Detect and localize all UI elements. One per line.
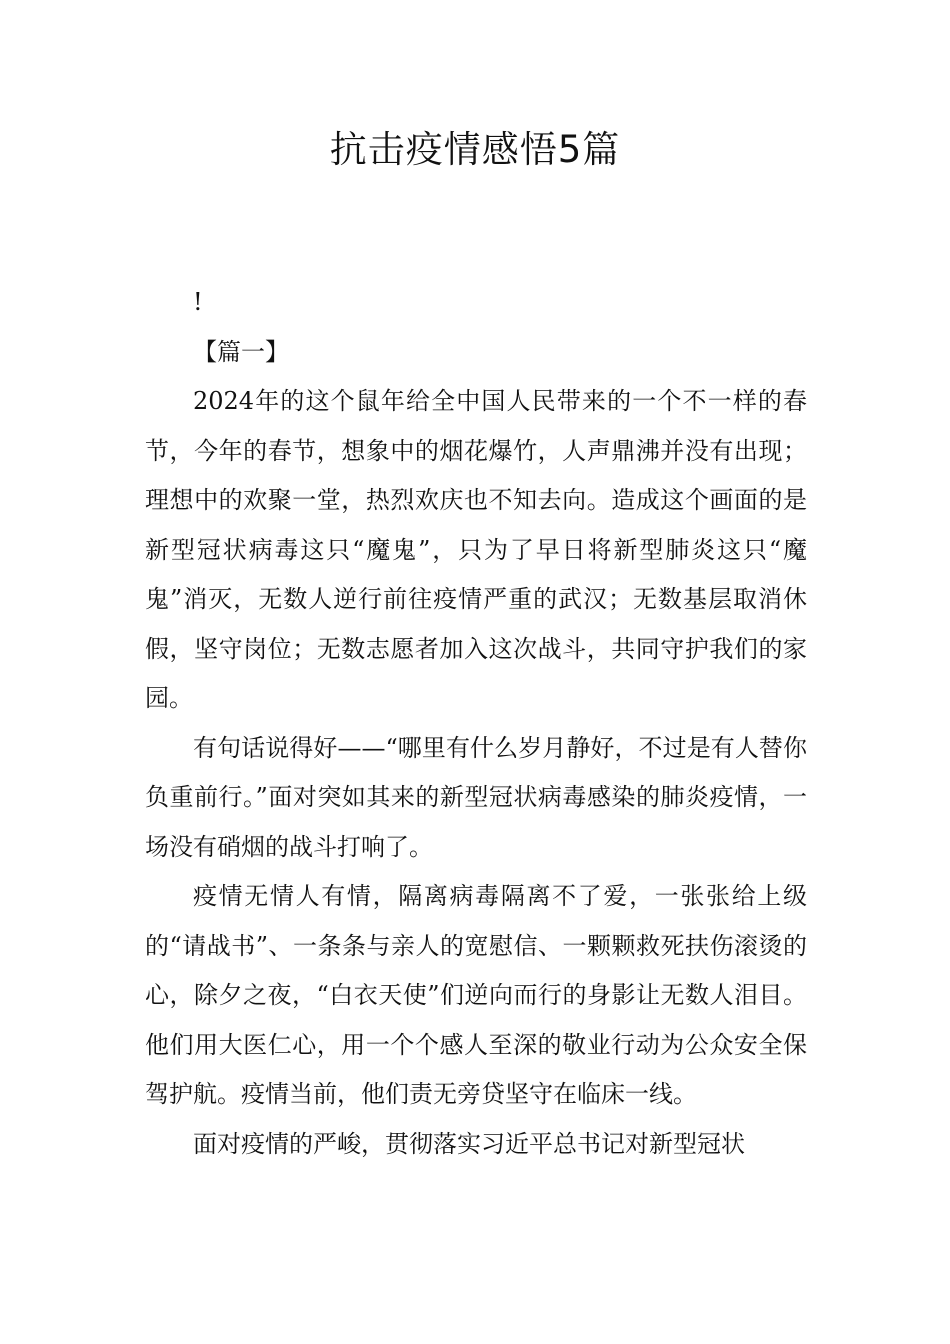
paragraph-2: 有句话说得好——“哪里有什么岁月静好，不过是有人替你负重前行。”面对突如其来的新型冠状病毒感染的肺炎疫情，一场没有硝烟的战斗打响了。 [145, 733, 807, 861]
paragraph-3: 疫情无情人有情，隔离病毒隔离不了爱，一张张给上级的“请战书”、一条条与亲人的宽慰信、一颗颗救死扶伤滚烫的心，除夕之夜，“白衣天使”们逆向而行的身影让无数人泪目。他们用大医仁心，用一个个感人至深的敬业行动为公众安全保驾护航。疫情当前，他们责无旁贷坚守在临床一线。 [145, 882, 807, 1108]
paragraph-4: 面对疫情的严峻，贯彻落实习近平总书记对新型冠状 [193, 1129, 745, 1158]
section-heading: 【篇一】 [193, 337, 289, 366]
paragraph-exclamation: ! [193, 288, 203, 316]
document-title: 抗击疫情感悟5篇 [329, 128, 621, 171]
document-body [145, 278, 807, 1169]
paragraph-1: 2024年的这个鼠年给全中国人民带来的一个不一样的春节，今年的春节，想象中的烟花爆竹，人声鼎沸并没有出现；理想中的欢聚一堂，热烈欢庆也不知去向。造成这个画面的是新型冠状病毒这只“魔鬼”，只为了早日将新型肺炎这只“魔鬼”消灭，无数人逆行前往疫情严重的武汉；无数基层取消休假，坚守岗位；无数志愿者加入这次战斗，共同守护我们的家园。 [145, 387, 807, 712]
